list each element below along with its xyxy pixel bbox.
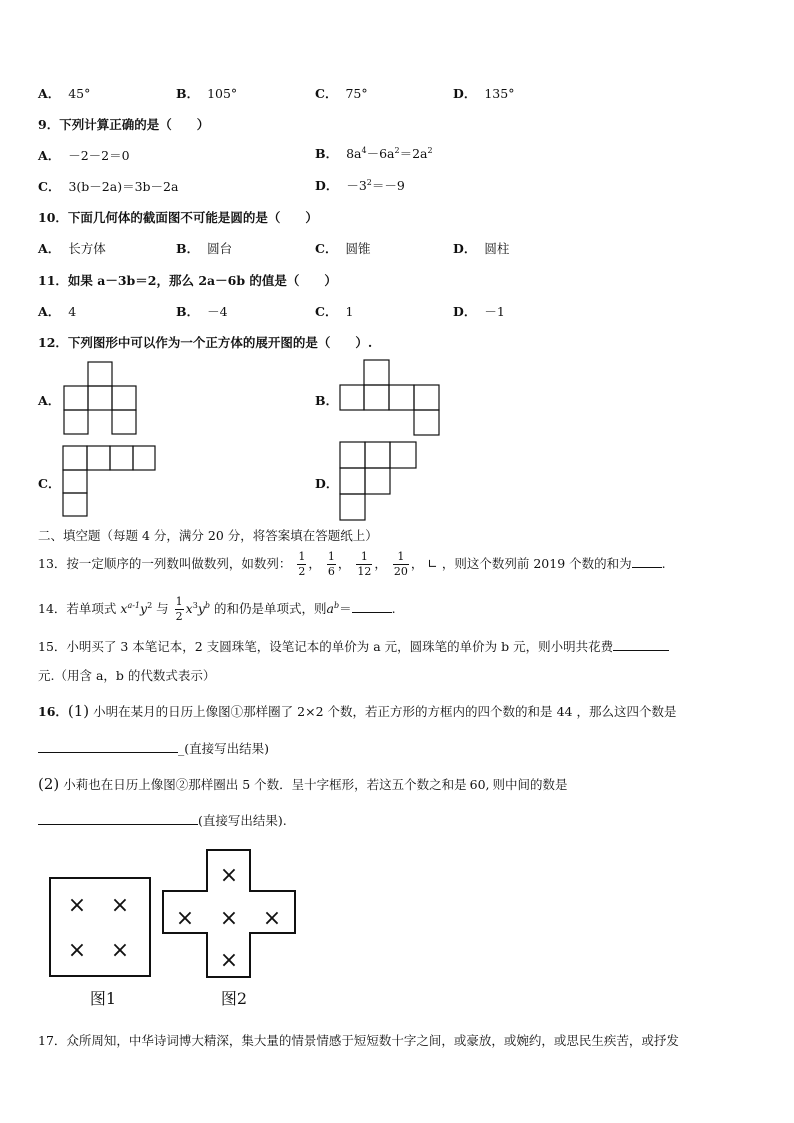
cross-mark: × xyxy=(67,938,87,963)
q12-label-c: C． xyxy=(38,476,61,491)
section-heading: 二、填空题（每题 4 分，满分 20 分，将答案填在答题纸上） xyxy=(38,528,378,543)
fig2-caption: 图2 xyxy=(220,989,248,1008)
cross-mark: × xyxy=(110,893,130,918)
q10-option-d: D． 圆柱 xyxy=(453,241,510,256)
q9-stem: 9．下列计算正确的是（ ） xyxy=(38,117,210,132)
q12-label-d: D． xyxy=(315,476,339,491)
q15-line2: 元.（用含 a，b 的代数式表示） xyxy=(38,668,216,683)
q12-stem: 12．下列图形中可以作为一个正方体的展开图的是（ ）. xyxy=(38,335,373,350)
fig1-square-frame xyxy=(50,878,150,976)
q11-option-d: D． －1 xyxy=(453,304,505,319)
q8-option-d: D． 135° xyxy=(453,86,515,101)
fraction: $\frac{1}{20}$ xyxy=(393,550,408,578)
q11-stem: 11．如果 a－3b＝2，那么 2a－6b 的值是（ ） xyxy=(38,273,337,288)
cross-mark: × xyxy=(110,938,130,963)
cross-mark: × xyxy=(219,948,239,973)
q12-label-b: B． xyxy=(315,393,339,408)
cross-mark: × xyxy=(67,893,87,918)
q15-line1: 15．小明买了 3 本笔记本，2 支圆珠笔，设笔记本的单价为 a 元，圆珠笔的单价为 b 元，则小明共花费 xyxy=(38,637,669,655)
fraction: $\frac{1}{2}$ xyxy=(175,595,183,624)
q8-option-a: A． 45° xyxy=(38,86,91,101)
q9-option-b: B． $8a^4-6a^2=2a^2$ xyxy=(315,145,433,161)
q10-option-c: C． 圆锥 xyxy=(315,241,371,256)
q9-option-c: C． 3(b－2a)＝3b－2a xyxy=(38,179,179,194)
q16-answer2: (直接写出结果). xyxy=(38,811,287,829)
cross-mark: × xyxy=(219,906,239,931)
q11-option-a: A． 4 xyxy=(38,304,77,319)
q16-answer1: _(直接写出结果) xyxy=(38,739,269,757)
q8-option-c: C． 75° xyxy=(315,86,368,101)
q16-line1: 16．(1) 小明在某月的日历上像图①那样圈了 2×2 个数，若正方形的方框内的四个数的和是 44 ，那么这四个数是 xyxy=(38,702,677,720)
q8-option-b: B． 105° xyxy=(176,86,238,101)
fraction: $\frac{1}{2}$ xyxy=(298,550,306,578)
q9-option-a: A． －2－2＝0 xyxy=(38,148,130,163)
q9-option-d: D． $-3^2=-9$ xyxy=(315,177,405,193)
q10-stem: 10．下面几何体的截面图不可能是圆的是（ ） xyxy=(38,210,318,225)
fraction: $\frac{1}{6}$ xyxy=(327,550,335,578)
q13: 13．按一定顺序的一列数叫做数列，如数列： $\frac{1}{2}$ ， $\frac{1}{6}$ ， $\frac{1}{12}$ ， $\frac{1}{20}$ ， ∟ ，则这个数列前 2019 个数的和为 . xyxy=(38,550,666,578)
cross-mark: × xyxy=(262,906,282,931)
fraction: $\frac{1}{12}$ xyxy=(357,550,372,578)
q16-line3: (2) 小莉也在日历上像图②那样圈出 5 个数．呈十字框形，若这五个数之和是 60, 则中间的数是 xyxy=(38,775,568,793)
q17-line1: 17．众所周知，中华诗词博大精深，集大量的情景情感于短短数十字之间，或豪放，或婉约，或思民生疾苦，或抒发 xyxy=(38,1033,679,1048)
cross-mark: × xyxy=(219,863,239,888)
q10-option-a: A． 长方体 xyxy=(38,241,106,256)
cross-mark: × xyxy=(175,906,195,931)
q10-option-b: B． 圆台 xyxy=(176,241,233,256)
q11-option-b: B． －4 xyxy=(176,304,228,319)
fig1-caption: 图1 xyxy=(89,989,117,1008)
q11-option-c: C． 1 xyxy=(315,304,354,319)
q12-label-a: A． xyxy=(38,393,61,408)
q14: 14．若单项式 $x^{a-1}y^2$ 与 $\frac{1}{2}$ $x^3y^b$ 的和仍是单项式，则$a^b=$ . xyxy=(38,595,396,624)
